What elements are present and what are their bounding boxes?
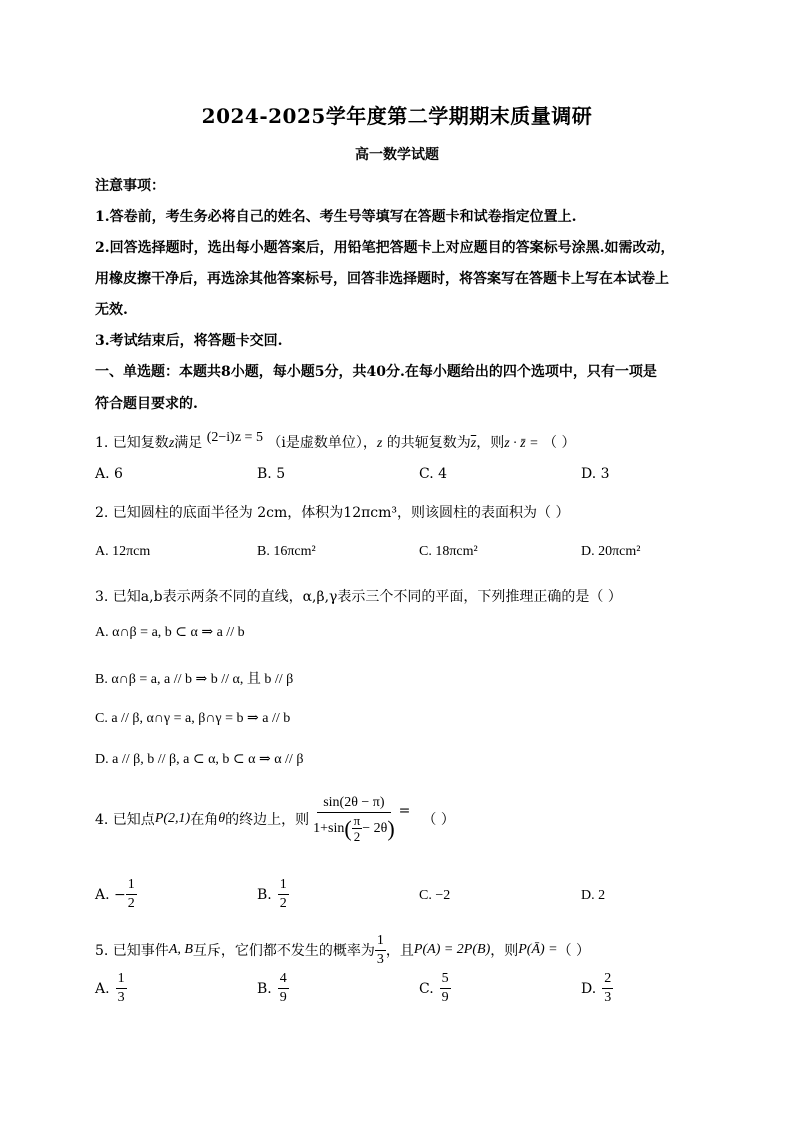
q4-equals: = bbox=[398, 803, 411, 819]
q2-option-a[interactable]: A. 12πcm bbox=[95, 544, 151, 559]
q5-option-a-label: A. bbox=[95, 980, 110, 997]
q1-conj-text: 的共轭复数为 bbox=[386, 435, 471, 451]
q5-option-c-fraction bbox=[440, 970, 451, 1007]
q5-option-d-num: 2 bbox=[602, 970, 613, 989]
q5-option-b-fraction bbox=[278, 970, 289, 1007]
q1-option-a[interactable]: A. 6 bbox=[95, 466, 123, 482]
q5-option-d-den: 3 bbox=[604, 990, 612, 1005]
q2-option-b[interactable]: B. 16πcm² bbox=[257, 544, 316, 559]
q4-pi-over-2 bbox=[352, 813, 363, 844]
q4-blank: （ ） bbox=[422, 812, 455, 828]
q4-den-tail: − 2θ bbox=[362, 820, 388, 836]
q1-option-b[interactable]: B. 5 bbox=[257, 466, 286, 482]
q4-option-a-den: 2 bbox=[127, 896, 135, 911]
q2-option-d[interactable]: D. 20πcm² bbox=[581, 544, 641, 559]
q5-mid: 互斥，它们都不发生的概率为 bbox=[192, 943, 375, 959]
q5-option-b-den: 9 bbox=[279, 990, 287, 1005]
q1-option-c[interactable]: C. 4 bbox=[419, 466, 448, 482]
q4-option-b-num: 1 bbox=[278, 876, 289, 895]
q5-option-b[interactable] bbox=[257, 970, 289, 1007]
q5-ask: P(Ā) = bbox=[518, 942, 558, 957]
q5-option-a-den: 3 bbox=[117, 990, 125, 1005]
q5-option-d-fraction bbox=[602, 970, 613, 1007]
note-item-2-line-2: 用橡皮擦干净后，再选涂其他答案标号，回答非选择题时，将答案写在答题卡上写在本试卷上 bbox=[95, 271, 669, 287]
q5-probability bbox=[375, 932, 386, 969]
q4-mid: 在角 bbox=[190, 812, 219, 828]
note-item-1: 1.答卷前，考生务必将自己的姓名、考生号等填写在答题卡和试卷指定位置上. bbox=[95, 209, 577, 225]
q4-numerator: sin(2θ − π) bbox=[317, 794, 390, 813]
note-item-3: 3.考试结束后，将答题卡交回. bbox=[95, 333, 283, 349]
q4-option-c[interactable]: C. −2 bbox=[419, 888, 451, 903]
q5-option-b-label: B. bbox=[257, 980, 272, 997]
q1-product: z · z̄ = bbox=[504, 436, 539, 451]
notes-heading: 注意事项： bbox=[95, 178, 165, 194]
q4-option-b[interactable] bbox=[257, 876, 289, 913]
q4-option-a-num: 1 bbox=[126, 876, 137, 895]
q2-option-c[interactable]: C. 18πcm² bbox=[419, 544, 478, 559]
q5-lead: 5. 已知事件 bbox=[95, 943, 169, 959]
q5-option-d-label: D. bbox=[581, 980, 597, 997]
q4-option-b-den: 2 bbox=[279, 896, 287, 911]
q1-var-z: z bbox=[168, 436, 175, 451]
q4-point: P(2,1) bbox=[154, 811, 191, 826]
q1-blank: （ ） bbox=[543, 435, 576, 451]
q4-option-b-fraction bbox=[278, 876, 289, 913]
q1-z-bar: $\overline{z}$ bbox=[470, 436, 477, 451]
q4-theta: θ bbox=[218, 811, 226, 826]
q4-option-b-label: B. bbox=[257, 886, 272, 903]
q1-note: （i是虚数单位）， bbox=[267, 435, 377, 451]
q3-option-d[interactable]: D. a // β, b // β, a ⊂ α, b ⊂ α ⇒ α // β bbox=[95, 752, 304, 767]
q1-option-d[interactable]: D. 3 bbox=[581, 466, 610, 482]
q4-den-left: 1+sin bbox=[313, 820, 345, 836]
q5-relation: P(A) = 2P(B) bbox=[413, 942, 491, 957]
q4-denominator bbox=[311, 813, 397, 844]
note-item-2-line-1: 2.回答选择题时，选出每小题答案后，用铅笔把答题卡上对应题目的答案标号涂黑.如需改动， bbox=[95, 240, 675, 256]
q5-option-c-num: 5 bbox=[440, 970, 451, 989]
question-2: 2. 已知圆柱的底面半径为 2cm，体积为12πcm³，则该圆柱的表面积为（ ） bbox=[95, 505, 570, 521]
q5-option-c-den: 9 bbox=[441, 990, 449, 1005]
q5-option-d[interactable] bbox=[581, 970, 613, 1007]
q5-option-a-num: 1 bbox=[116, 970, 127, 989]
q1-equation: (2−i)z = 5 bbox=[206, 430, 263, 445]
q4-pi: π bbox=[353, 813, 361, 828]
q5-option-c-label: C. bbox=[419, 980, 434, 997]
q4-fraction bbox=[311, 794, 397, 844]
q1-then: ，则 bbox=[476, 435, 505, 451]
q1-lead: 1. 已知复数 bbox=[95, 435, 169, 451]
q4-option-a-sign: A. − bbox=[95, 886, 126, 903]
q1-var-z-2: z bbox=[376, 436, 383, 451]
q3-option-c[interactable]: C. a // β, α∩γ = a, β∩γ = b ⇒ a // b bbox=[95, 711, 291, 726]
q4-two: 2 bbox=[353, 829, 361, 844]
page-subtitle: 高一数学试题 bbox=[355, 147, 439, 163]
q1-satisfy: 满足 bbox=[174, 435, 203, 451]
q5-option-c[interactable] bbox=[419, 970, 451, 1007]
q5-option-a[interactable] bbox=[95, 970, 127, 1007]
question-1 bbox=[95, 432, 575, 452]
q3-option-a[interactable]: A. α∩β = a, b ⊂ α ⇒ a // b bbox=[95, 625, 245, 640]
q4-paren-close: ) bbox=[387, 815, 395, 841]
q5-then: ，则 bbox=[490, 943, 519, 959]
q4-mid2: 的终边上，则 bbox=[225, 812, 310, 828]
q5-prob-den: 3 bbox=[376, 951, 384, 967]
question-5 bbox=[95, 930, 590, 970]
q4-option-a[interactable] bbox=[95, 876, 137, 913]
q5-prob-num: 1 bbox=[375, 932, 386, 951]
q5-option-b-num: 4 bbox=[278, 970, 289, 989]
question-3: 3. 已知a,b表示两条不同的直线，α,β,γ表示三个不同的平面，下列推理正确的是（ ） bbox=[95, 589, 622, 605]
note-item-2-line-3: 无效. bbox=[95, 302, 128, 318]
q4-paren-open: ( bbox=[344, 815, 352, 841]
q5-events: A, B bbox=[168, 942, 193, 957]
q3-option-b[interactable]: B. α∩β = a, a // b ⇒ b // α, 且 b // β bbox=[95, 672, 294, 687]
q5-blank: （ ） bbox=[557, 943, 591, 959]
section-heading-line-1: 一、单选题：本题共8小题，每小题5分，共40分.在每小题给出的四个选项中，只有一项是 bbox=[95, 364, 657, 380]
question-4 bbox=[95, 788, 455, 850]
page-title: 2024-2025学年度第二学期期末质量调研 bbox=[201, 104, 593, 128]
q4-lead: 4. 已知点 bbox=[95, 812, 155, 828]
q5-option-a-fraction bbox=[116, 970, 127, 1007]
q5-mid2: ，且 bbox=[385, 943, 414, 959]
q4-option-d[interactable]: D. 2 bbox=[581, 888, 606, 903]
section-heading-line-2: 符合题目要求的. bbox=[95, 396, 198, 412]
q4-option-a-fraction bbox=[126, 876, 137, 913]
